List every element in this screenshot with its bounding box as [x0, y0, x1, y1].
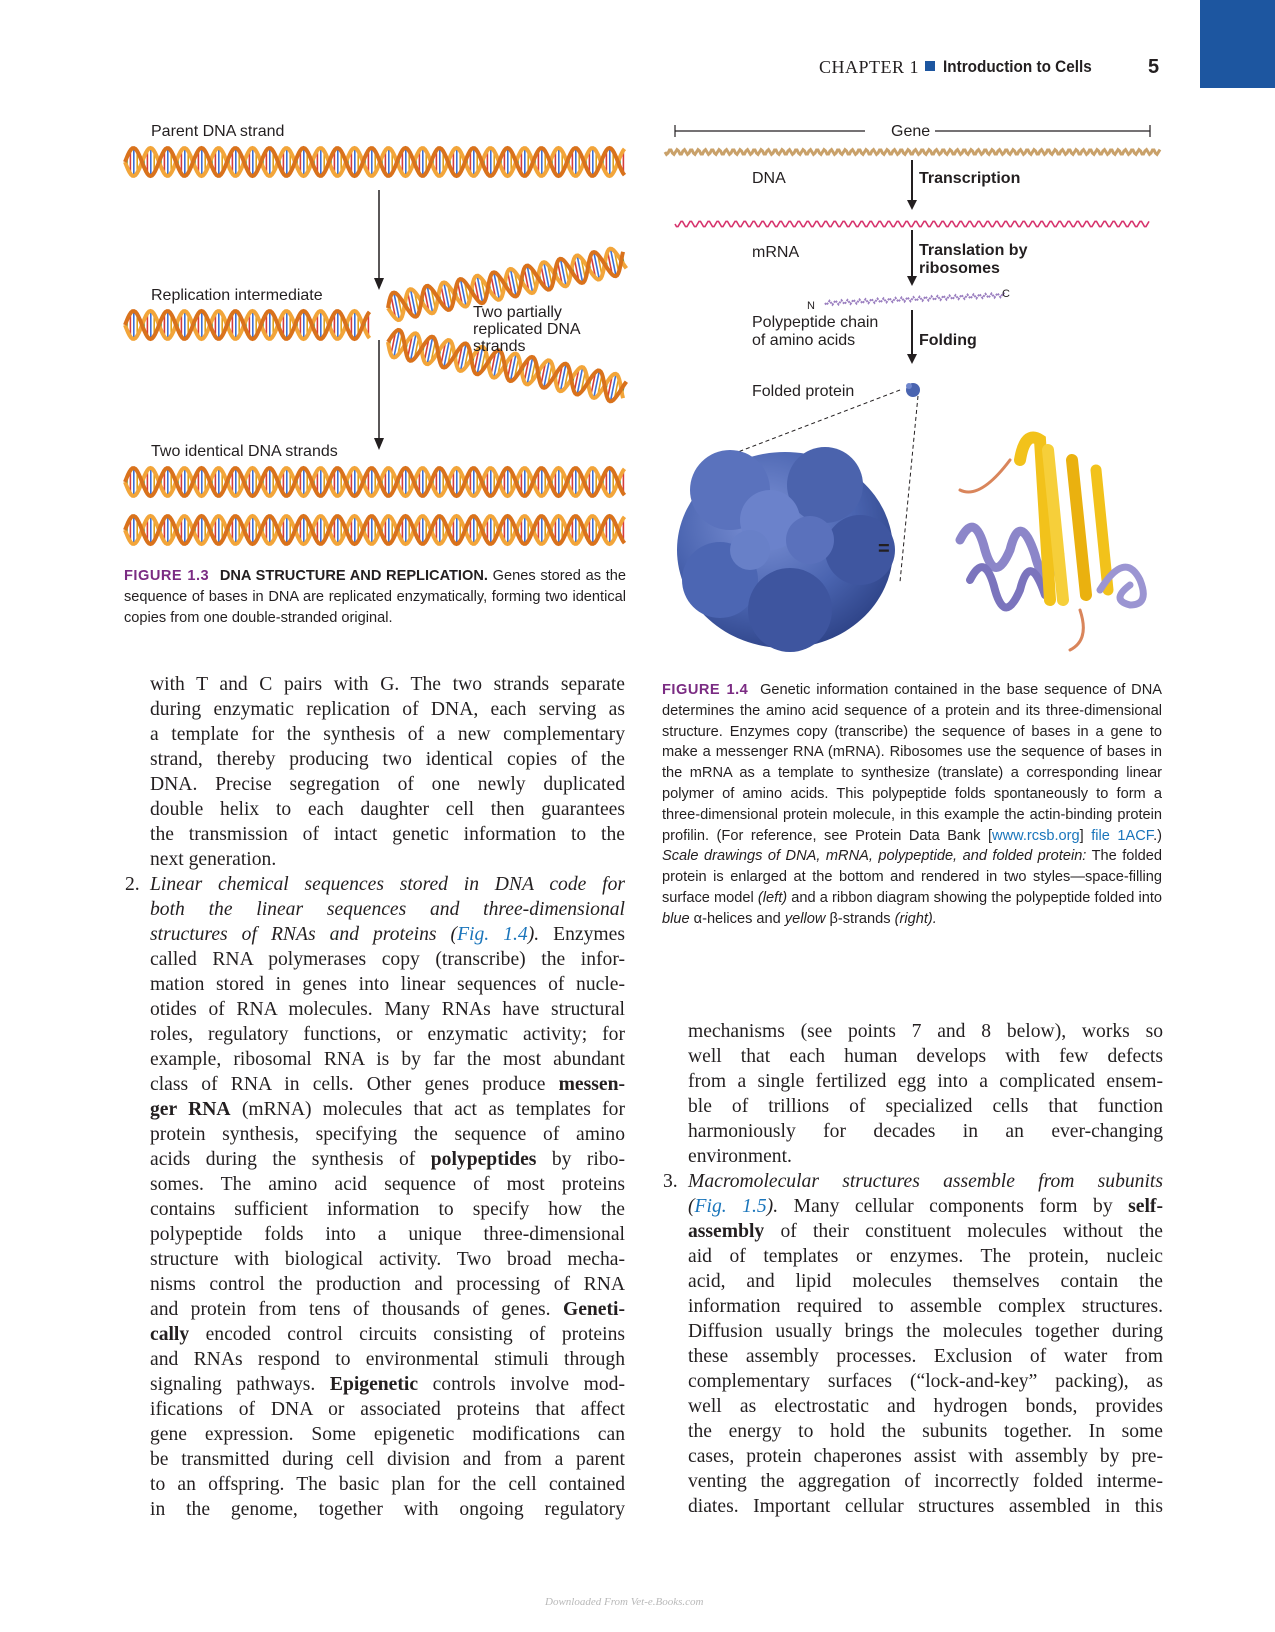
item3-constituent-text: of their constituent molecules without the — [764, 1221, 1163, 1242]
text-line: strand, thereby producing two identical copies of the — [150, 749, 625, 770]
text-line: acid, and lipid molecules themselves contain the — [688, 1271, 1163, 1292]
term-polypeptides: polypeptides — [430, 1149, 537, 1170]
text-line: called RNA polymerases copy (transcribe) the infor- — [150, 949, 625, 970]
text-line: example, ribosomal RNA is by far the most abundant — [150, 1049, 625, 1070]
label-c-terminus: C — [1002, 288, 1010, 300]
text-line: polypeptide folds into a unique three-dimensional — [150, 1224, 625, 1245]
gene-expression-figure — [660, 120, 1165, 670]
figure-1-4-italic-a: Scale drawings of DNA, mRNA, polypeptide, and folded protein: — [662, 848, 1087, 865]
figure-1-3-caption — [124, 566, 626, 628]
term-genetically-part2: cally — [150, 1324, 190, 1345]
dna-replication-figure — [120, 130, 630, 550]
pdb-link[interactable]: www.rcsb.org — [992, 827, 1080, 844]
item2-controls-text: controls involve mod- — [418, 1374, 625, 1395]
page-number: 5 — [1148, 56, 1160, 78]
figure-1-4-text-f: α-helices and — [689, 910, 785, 927]
item2-class-text: class of RNA in cells. Other genes produce — [150, 1074, 559, 1095]
pdb-file-link[interactable]: file 1ACF — [1091, 827, 1154, 844]
label-translation-2: ribosomes — [919, 260, 1000, 277]
equals-sign: = — [878, 538, 890, 560]
text-line: nisms control the production and processing of RNA — [150, 1274, 625, 1295]
term-messenger-part1: messen- — [558, 1074, 625, 1095]
item2-heading-2: both the linear sequences and three-dimensional — [150, 899, 625, 920]
text-line: complementary surfaces (“lock-and-key” packing), as — [688, 1371, 1163, 1392]
text-line: gene expression. Some epigenetic modifications can — [150, 1424, 625, 1445]
body-column-left — [125, 672, 626, 1522]
text-line: during enzymatic replication of DNA, each serving as — [150, 699, 625, 720]
item2-rnas-line: and RNAs respond to environmental stimuli through — [150, 1349, 625, 1370]
label-partial-3: strands — [473, 338, 526, 355]
list-item-3 — [663, 1169, 1163, 1519]
text-line: a template for the synthesis of a new complementary — [150, 724, 625, 745]
label-parent-dna: Parent DNA strand — [151, 123, 285, 140]
figure-1-4-italic-yellow: yellow — [784, 910, 826, 927]
text-line: from a single fertilized egg into a complicated ensem- — [688, 1071, 1163, 1092]
label-polypeptide-2: of amino acids — [752, 332, 856, 349]
dna-helix — [125, 311, 370, 339]
text-line: diates. Important cellular structures assembled in this — [688, 1496, 1163, 1517]
text-line: harmoniously for decades in an ever-changing — [688, 1121, 1163, 1142]
figure-1-4-text-b: ] — [1079, 827, 1092, 844]
text-line: in the genome, together with ongoing regulatory — [150, 1499, 625, 1520]
label-n-terminus: N — [807, 300, 815, 312]
dna-helix — [125, 516, 625, 544]
item3-heading-1: Macromolecular structures assemble from subunits — [688, 1171, 1163, 1192]
list-number-2: 2. — [125, 874, 140, 895]
item3-paren-open: ( — [688, 1196, 695, 1217]
label-folded-protein: Folded protein — [752, 383, 855, 400]
item2-mrna-text: (mRNA) molecules that act as templates for — [230, 1099, 626, 1120]
figure-1-3-title: DNA STRUCTURE AND REPLICATION. — [219, 568, 488, 584]
text-line: aid of templates or enzymes. The protein, nucleic — [688, 1246, 1163, 1267]
term-epigenetic: Epigenetic — [329, 1374, 419, 1395]
label-mrna: mRNA — [752, 244, 800, 261]
text-line: DNA. Precise segregation of one newly duplicated — [150, 774, 625, 795]
chapter-tab — [1200, 0, 1275, 88]
text-line: double helix to each daughter cell then guarantees — [150, 799, 625, 820]
term-self-assembly-part1: self- — [1128, 1196, 1163, 1217]
term-self-assembly-part2: assembly — [688, 1221, 765, 1242]
fig-1-4-link[interactable]: Fig. 1.4 — [457, 924, 528, 945]
label-replication-intermediate: Replication intermediate — [151, 287, 323, 304]
item2-heading-3: structures of RNAs and proteins ( — [150, 924, 458, 945]
label-translation-1: Translation by — [919, 242, 1028, 259]
figure-1-4-text-c: .) — [1153, 827, 1162, 844]
text-line: ifications of DNA or associated proteins that affect — [150, 1399, 625, 1420]
text-line: well that each human develops with few defects — [688, 1046, 1163, 1067]
text-line: the energy to hold the subunits together. In some — [688, 1421, 1163, 1442]
text-line: environment. — [688, 1146, 792, 1167]
fig-1-5-link[interactable]: Fig. 1.5 — [694, 1196, 767, 1217]
item2-heading-1: Linear chemical sequences stored in DNA code for — [150, 874, 625, 895]
term-genetically-part1: Geneti- — [562, 1299, 625, 1320]
text-line: the transmission of intact genetic information to the — [150, 824, 625, 845]
figure-1-4-number: FIGURE 1.4 — [662, 682, 749, 698]
item2-acids-text: acids during the synthesis of — [150, 1149, 431, 1170]
label-dna: DNA — [752, 170, 786, 187]
figure-1-3-number: FIGURE 1.3 — [124, 568, 210, 584]
item2-text-enzymes: Enzymes — [539, 924, 625, 945]
item2-heading-close: ). — [527, 924, 540, 945]
figure-1-4-text-d: The folded protein is enlarged at the bottom and rendered in two styles—space-filling surface model — [662, 848, 1162, 906]
text-line: roles, regulatory functions, or enzymatic activity; for — [150, 1024, 625, 1045]
text-line: mation stored in genes into linear sequences of nucle- — [150, 974, 625, 995]
item2-ribo-text: by ribo- — [536, 1149, 625, 1170]
figure-1-4-italic-left: (left) — [757, 889, 788, 906]
dna-helix — [125, 468, 625, 496]
label-polypeptide-1: Polypeptide chain — [752, 314, 879, 331]
chapter-label: CHAPTER 1 — [819, 57, 920, 77]
text-line: contains sufficient information to specify how the — [150, 1199, 625, 1220]
footer-watermark: Downloaded From Vet-e.Books.com — [545, 1596, 704, 1608]
label-partial-2: replicated DNA — [473, 321, 581, 338]
figure-1-3-text: Genes stored as the sequence of bases in DNA are replicated enzymatically, forming two identical copies from one double-stranded original. — [124, 568, 626, 626]
item2-protein-line: protein synthesis, specifying the sequence of amino — [150, 1124, 625, 1145]
text-line: venting the aggregation of incorrectly folded interme- — [688, 1471, 1163, 1492]
list-item-2 — [125, 872, 626, 1522]
text-line: mechanisms (see points 7 and 8 below), works so — [688, 1021, 1163, 1042]
item3-paren-close: ). — [766, 1196, 779, 1217]
header-square-icon — [925, 61, 935, 71]
text-line: these assembly processes. Exclusion of water from — [688, 1346, 1163, 1367]
item2-circuits-text: encoded control circuits consisting of proteins — [189, 1324, 625, 1345]
dna-helix — [125, 148, 625, 176]
text-line: somes. The amino acid sequence of most proteins — [150, 1174, 625, 1195]
figure-1-4-text-g: β-strands — [825, 910, 895, 927]
text-line: ble of trillions of specialized cells that function — [688, 1096, 1163, 1117]
chapter-title: Introduction to Cells — [943, 57, 1092, 76]
list-number-3: 3. — [663, 1171, 678, 1192]
figure-1-4-italic-blue: blue — [662, 910, 690, 927]
body-column-right — [663, 1019, 1163, 1519]
text-line: be transmitted during cell division and from a parent — [150, 1449, 625, 1470]
label-transcription: Transcription — [919, 170, 1021, 187]
text-line: with T and C pairs with G. The two strands separate — [150, 674, 625, 695]
text-line: information required to assemble complex structures. — [688, 1296, 1163, 1317]
text-line: well as electrostatic and hydrogen bonds, provides — [688, 1396, 1163, 1417]
text-line: cases, protein chaperones assist with assembly by pre- — [688, 1446, 1163, 1467]
text-line: to an offspring. The basic plan for the cell contained — [150, 1474, 625, 1495]
figure-1-4-caption — [662, 680, 1162, 930]
term-messenger-part2: ger RNA — [150, 1099, 231, 1120]
label-folding: Folding — [919, 332, 977, 349]
label-identical-dna: Two identical DNA strands — [151, 443, 338, 460]
item3-components-text: Many cellular components form by — [778, 1196, 1129, 1217]
ribbon-diagram — [960, 438, 1143, 651]
text-line: Diffusion usually brings the molecules together during — [688, 1321, 1163, 1342]
text-line: structure with biological activity. Two broad mecha- — [150, 1249, 625, 1270]
label-gene: Gene — [891, 123, 931, 140]
figure-1-4-italic-right: (right). — [894, 910, 937, 927]
label-partial-1: Two partially — [473, 304, 562, 321]
figure-1-4-text-a: Genetic information contained in the base sequence of DNA determines the amino acid sequence of a protein and its three-dimensional structure. Enzymes copy (transcribe) the sequence of bases in a gene to make a messenger RNA (mRNA). Ribosomes use the sequence of bases in the mRNA as a template to synthesize (translate) a corresponding linear polymer of amino acids. This polypeptide folds spontaneously to form a three-dimensional protein molecule, in this example the actin-binding protein profilin. (For reference, see Protein Data Bank [ — [662, 682, 1162, 844]
text-line: otides of RNA molecules. Many RNAs have structural — [150, 999, 625, 1020]
figure-1-4-text-e: and a ribbon diagram showing the polypeptide folded into — [787, 889, 1163, 906]
space-filling-model — [677, 447, 895, 652]
item2-signaling-text: signaling pathways. — [150, 1374, 330, 1395]
item2-genes-text: and protein from tens of thousands of genes. — [150, 1299, 563, 1320]
text-line: next generation. — [150, 849, 277, 870]
